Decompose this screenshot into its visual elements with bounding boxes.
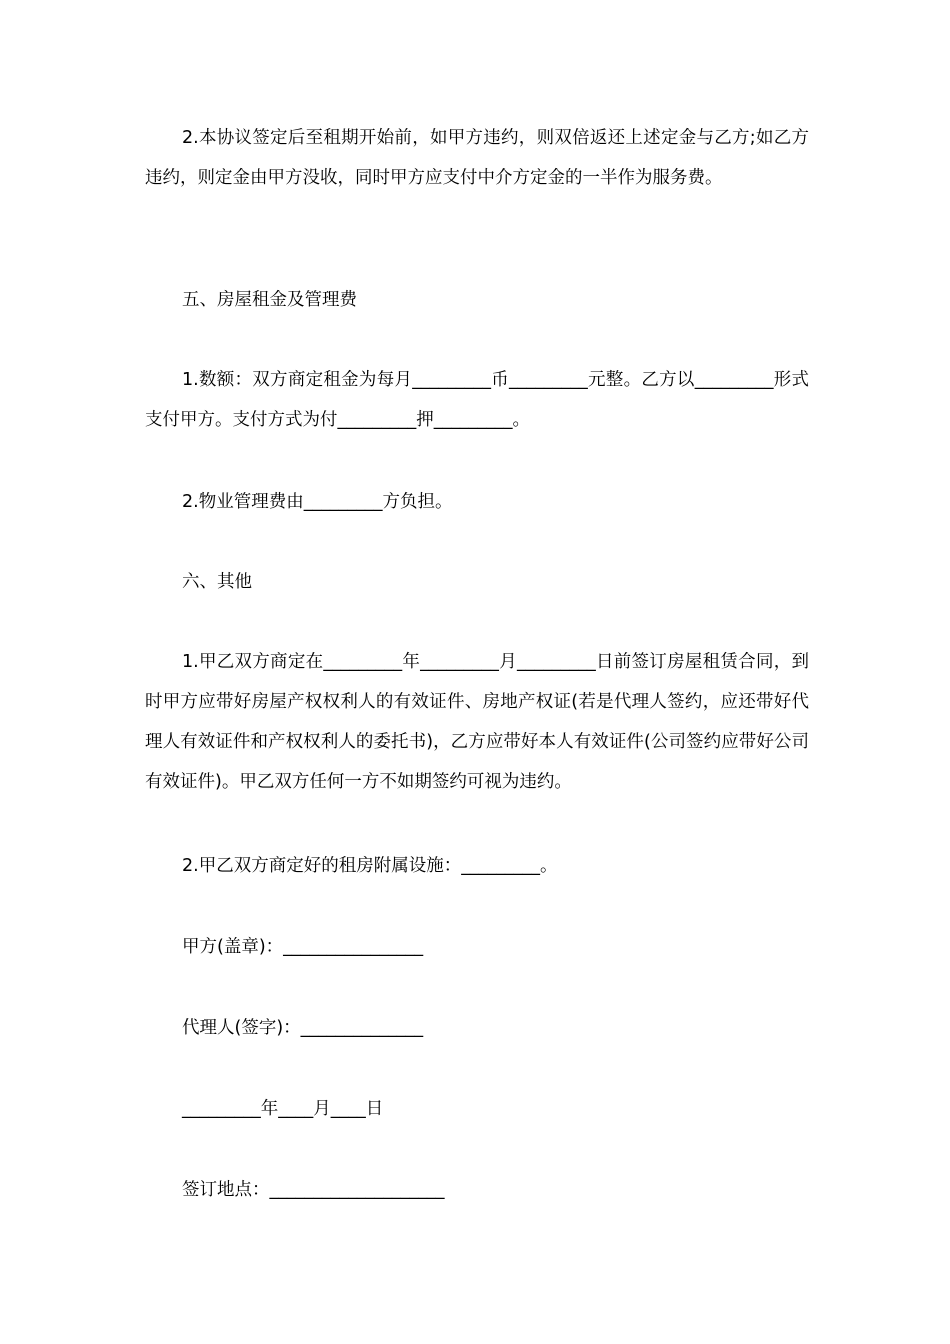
section-5-heading: 五、房屋租金及管理费 (182, 290, 357, 310)
clause-5-1: 1.数额：双方商定租金为每月_________币_________元整。乙方以_________形式支付甲方。支付方式为付_________押_________。 (145, 370, 809, 430)
signing-place: 签订地点：____________________ (182, 1180, 445, 1200)
clause-6-1: 1.甲乙双方商定在_________年_________月_________日前签订房屋租赁合同，到时甲方应带好房屋产权权利人的有效证件、房地产权证(若是代理人签约，应还带好代理人有效证件和产权权利人的委托书)，乙方应带好本人有效证件(公司签约应带好公司有效证件)。甲乙双方任何一方不如期签约可视为违约。 (145, 652, 809, 792)
clause-6-2: 2.甲乙双方商定好的租房附属设施：_________。 (182, 856, 558, 876)
clause-4-2: 2.本协议签定后至租期开始前，如甲方违约，则双倍返还上述定金与乙方;如乙方违约，则定金由甲方没收，同时甲方应支付中介方定金的一半作为服务费。 (145, 128, 809, 188)
signature-date: _________年____月____日 (182, 1099, 384, 1119)
clause-5-2: 2.物业管理费由_________方负担。 (182, 492, 453, 512)
signature-party-a: 甲方(盖章)：________________ (182, 937, 424, 957)
signature-agent: 代理人(签字)：______________ (182, 1018, 424, 1038)
section-6-heading: 六、其他 (182, 572, 252, 592)
